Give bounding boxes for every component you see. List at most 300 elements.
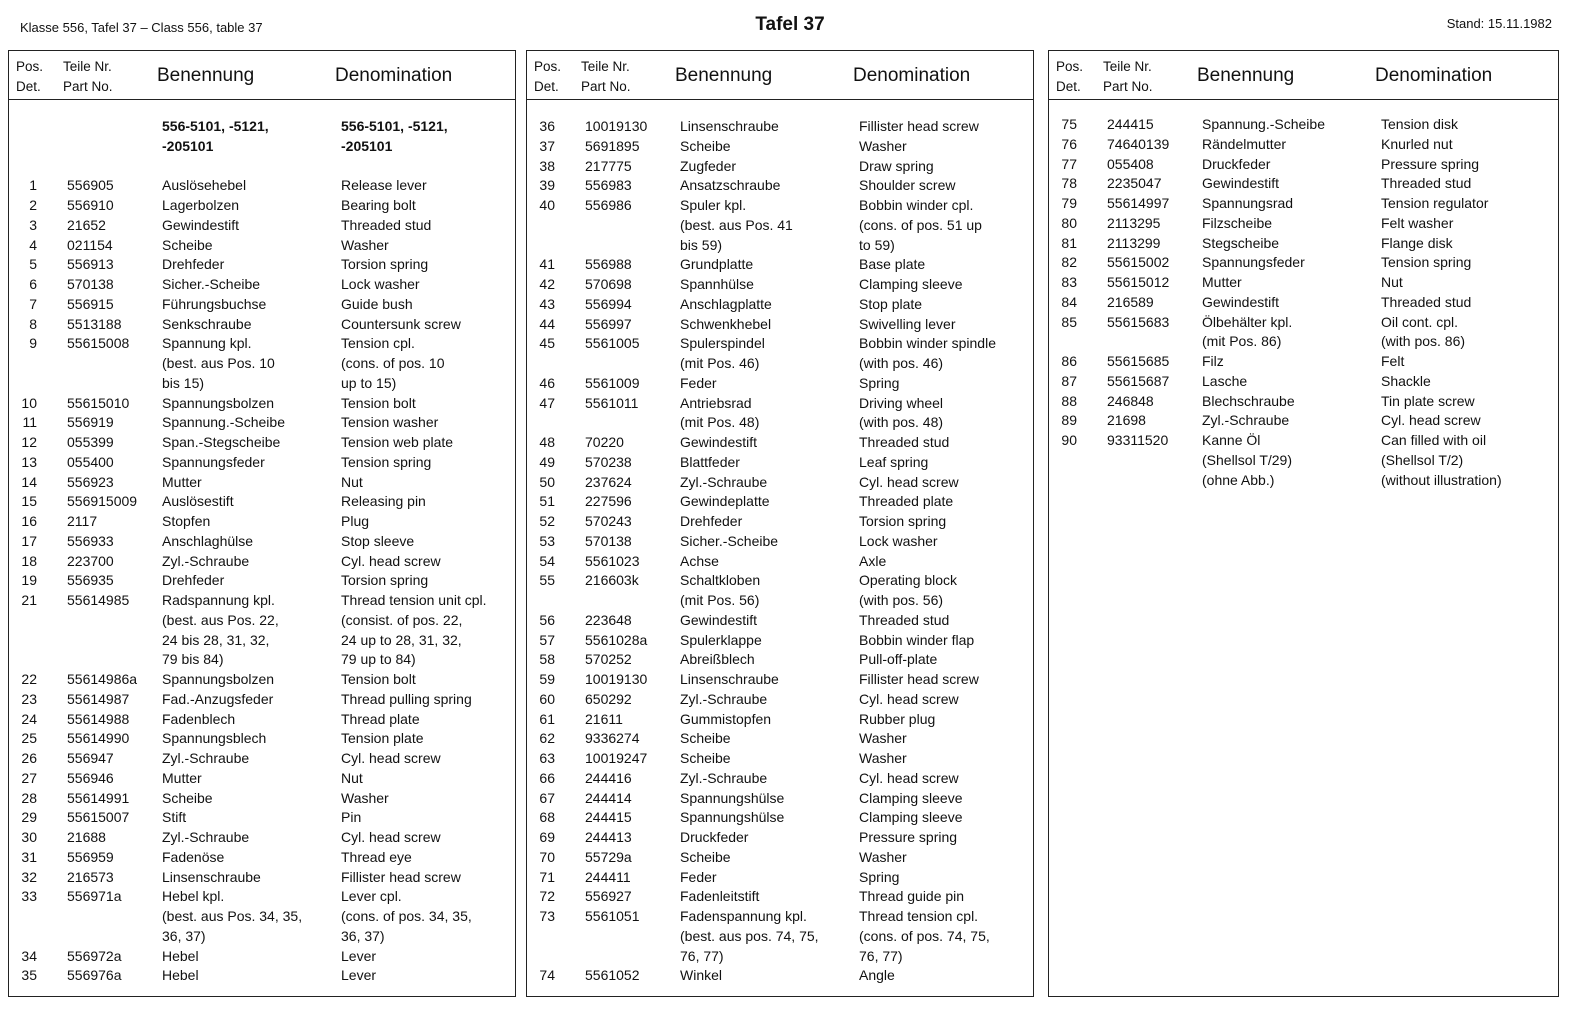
denomination-cell: Washer — [341, 236, 389, 253]
denomination-cell: Tension web plate — [341, 434, 454, 450]
denomination-cell: Lock washer — [341, 276, 420, 292]
benennung-cell: Zyl.-Schraube — [1202, 412, 1290, 429]
pos-cell: 40 — [539, 197, 555, 213]
denomination-cell: (with pos. 46) — [859, 355, 944, 371]
table-row — [9, 571, 515, 591]
part-no-cell: 246848 — [1107, 392, 1154, 409]
denomination-cell: Threaded stud — [859, 611, 950, 628]
part-no-cell: 556927 — [585, 888, 632, 905]
table-row — [527, 769, 1033, 789]
benennung-cell: Rändelmutter — [1202, 135, 1287, 152]
denomination-cell: Thread tension unit cpl. — [341, 592, 487, 608]
table-row — [9, 176, 515, 196]
pos-cell: 22 — [21, 671, 37, 687]
part-header — [581, 57, 631, 97]
table-row — [1049, 155, 1558, 175]
part-no-cell: 556913 — [67, 256, 114, 273]
table-row — [9, 947, 515, 967]
benennung-cell: Grundplatte — [680, 256, 754, 273]
benennung-cell: Zugfeder — [680, 157, 737, 174]
benennung-cell: Scheibe — [680, 750, 731, 766]
part-no-cell: 55615002 — [1107, 254, 1170, 271]
denomination-cell: Spring — [859, 868, 900, 885]
table-row — [527, 552, 1033, 572]
pos-cell: 10 — [21, 394, 37, 411]
pos-cell: 62 — [539, 730, 555, 747]
table-row — [9, 670, 515, 690]
benennung-cell: Lasche — [1202, 372, 1248, 389]
benennung-cell: 79 bis 84) — [162, 651, 224, 668]
denomination-cell: Washer — [859, 730, 907, 747]
benennung-cell: (best. aus pos. 74, 75, — [680, 927, 819, 944]
benennung-cell: Feder — [680, 868, 717, 885]
denomination-cell: Clamping sleeve — [859, 809, 963, 826]
part-no-cell: 55615008 — [67, 335, 130, 352]
benennung-cell: -205101 — [162, 137, 214, 154]
benennung-cell: Auslösehebel — [162, 177, 247, 194]
benennung-cell: 24 bis 28, 31, 32, — [162, 631, 270, 648]
benennung-cell: Zyl.-Schraube — [162, 552, 250, 569]
table-header — [9, 51, 515, 100]
pos-cell: 57 — [539, 631, 555, 648]
denomination-cell: Swivelling lever — [859, 315, 956, 332]
table-row — [527, 117, 1033, 137]
table-row — [9, 453, 515, 473]
denomination-cell: Plug — [341, 513, 370, 529]
pos-cell: 88 — [1061, 392, 1077, 409]
denomination-cell: Knurled nut — [1381, 135, 1453, 152]
denomination-cell: Pressure spring — [859, 829, 958, 845]
benennung-cell: Hebel kpl. — [162, 888, 225, 905]
benennung-cell: Sicher.-Scheibe — [162, 276, 261, 292]
part-no-cell: 2117 — [67, 513, 98, 529]
table-row — [1049, 273, 1558, 293]
pos-cell: 41 — [539, 256, 555, 273]
table-row — [1049, 313, 1558, 333]
table-row — [527, 176, 1033, 196]
date-label: Stand: 15.11.1982 — [1446, 16, 1552, 31]
part-no-cell: 10019130 — [585, 118, 648, 134]
pos-cell: 24 — [21, 710, 37, 727]
table-row — [527, 295, 1033, 315]
denomination-cell: Base plate — [859, 256, 926, 273]
part-no-cell: 227596 — [585, 493, 632, 510]
benennung-cell: Drehfeder — [162, 256, 225, 273]
table-row — [527, 374, 1033, 394]
benennung-cell: Spannungshülse — [680, 809, 785, 826]
part-no-cell: 2113295 — [1107, 214, 1161, 231]
table-row — [9, 631, 515, 651]
part-no-cell: 10019247 — [585, 750, 648, 766]
table-row — [527, 236, 1033, 256]
benennung-cell: Antriebsrad — [680, 394, 752, 411]
pos-cell: 71 — [539, 868, 555, 885]
benennung-cell: Führungsbuchse — [162, 295, 267, 312]
benennung-cell: Linsenschraube — [162, 868, 261, 885]
denomination-cell: Torsion spring — [341, 256, 429, 273]
pos-cell: 49 — [539, 453, 555, 470]
det-label: Det. — [534, 79, 559, 94]
table-row — [1049, 471, 1558, 491]
table-row — [1049, 135, 1558, 155]
part-no-cell: 55614991 — [67, 789, 130, 806]
denomination-cell: -205101 — [341, 137, 393, 154]
table-row — [9, 295, 515, 315]
part-no-cell: 244416 — [585, 769, 632, 786]
pos-cell: 36 — [539, 118, 555, 134]
table-row — [9, 117, 515, 137]
pos-cell: 59 — [539, 671, 555, 687]
denomination-cell: Cyl. head screw — [859, 690, 959, 707]
benennung-cell: Gewindestift — [680, 434, 758, 450]
table-row — [527, 729, 1033, 749]
benennung-cell: Mutter — [1202, 274, 1242, 290]
benennung-header: Benennung — [1197, 65, 1295, 86]
denomination-cell: Shackle — [1381, 372, 1431, 389]
denomination-cell: Thread eye — [341, 848, 412, 865]
benennung-cell: Druckfeder — [1202, 155, 1271, 172]
part-no-cell: 244415 — [1107, 116, 1154, 132]
benennung-cell: Gewindestift — [1202, 293, 1280, 310]
table-body — [1049, 115, 1558, 490]
part-no-cell: 556935 — [67, 572, 114, 589]
table-header — [1049, 51, 1558, 100]
table-row — [9, 413, 515, 433]
part-no-cell: 055399 — [67, 434, 114, 450]
part-no-cell: 244414 — [585, 789, 632, 806]
denomination-cell: Threaded stud — [859, 434, 950, 450]
part-no-cell: 5561052 — [585, 967, 640, 984]
benennung-cell: Spannungsbolzen — [162, 671, 275, 687]
part-no-cell: 55615685 — [1107, 353, 1170, 369]
denomination-header: Denomination — [853, 65, 971, 86]
table-row — [1049, 372, 1558, 392]
pos-cell: 4 — [29, 236, 37, 253]
denomination-cell: Bobbin winder spindle — [859, 335, 996, 352]
pos-cell: 82 — [1061, 254, 1077, 271]
part-no-cell: 5513188 — [67, 315, 122, 332]
benennung-cell: (mit Pos. 86) — [1202, 333, 1282, 350]
pos-header — [16, 57, 43, 97]
part-no-cell: 55614985 — [67, 592, 130, 608]
part-no-cell: 556994 — [585, 295, 632, 312]
pos-cell: 75 — [1061, 116, 1077, 132]
part-no-cell: 055408 — [1107, 155, 1154, 172]
table-row — [9, 591, 515, 611]
benennung-cell: Gewindeplatte — [680, 493, 770, 510]
denomination-cell: 76, 77) — [859, 947, 903, 964]
benennung-cell: 76, 77) — [680, 947, 724, 964]
part-no-cell: 556919 — [67, 414, 114, 431]
part-header — [63, 57, 113, 97]
part-no-cell: 570238 — [585, 453, 632, 470]
table-row — [9, 512, 515, 532]
benennung-cell: Ansatzschraube — [680, 177, 781, 194]
table-row — [527, 868, 1033, 888]
pos-cell: 11 — [22, 414, 37, 431]
denomination-cell: Fillister head screw — [859, 671, 979, 687]
benennung-cell: Blechschraube — [1202, 392, 1295, 409]
benennung-cell: Spannungsblech — [162, 730, 267, 747]
pos-cell: 51 — [539, 493, 555, 510]
table-row — [527, 157, 1033, 177]
benennung-cell: Stopfen — [162, 513, 211, 529]
pos-cell: 56 — [539, 611, 555, 628]
table-row — [9, 196, 515, 216]
denomination-cell: Flange disk — [1381, 234, 1453, 251]
part-no-cell: 216589 — [1107, 293, 1154, 310]
denomination-cell: (cons. of pos. 10 — [341, 355, 445, 371]
denomination-header: Denomination — [335, 65, 453, 86]
table-row — [9, 137, 515, 157]
pos-cell: 74 — [539, 967, 555, 984]
denomination-cell: Tension spring — [1381, 254, 1472, 271]
pos-cell: 90 — [1061, 432, 1077, 448]
benennung-cell: (best. aus Pos. 41 — [680, 216, 793, 233]
benennung-cell: Spannung.-Scheibe — [1202, 116, 1325, 132]
denomination-cell: Angle — [859, 967, 895, 984]
benennung-cell: Gewindestift — [1202, 175, 1280, 192]
denomination-cell: Nut — [341, 473, 363, 490]
table-row — [527, 216, 1033, 236]
benennung-cell: Gummistopfen — [680, 710, 772, 727]
denomination-cell: Lever — [341, 947, 377, 964]
pos-cell: 18 — [21, 552, 37, 569]
denomination-cell: Tension cpl. — [341, 335, 415, 352]
denomination-cell: Rubber plug — [859, 710, 936, 727]
benennung-cell: Spannungsfeder — [162, 453, 265, 470]
pos-cell: 81 — [1061, 234, 1077, 251]
pos-cell: 38 — [539, 157, 555, 174]
pos-cell: 86 — [1061, 353, 1077, 369]
teile-label: Teile Nr. — [63, 59, 112, 74]
denomination-cell: Fillister head screw — [341, 868, 461, 885]
denomination-cell: Release lever — [341, 177, 427, 194]
table-row — [9, 808, 515, 828]
denomination-cell: Clamping sleeve — [859, 789, 963, 806]
denomination-cell: Lever cpl. — [341, 888, 402, 905]
denomination-cell: Clamping sleeve — [859, 276, 963, 292]
pos-cell: 37 — [539, 137, 555, 154]
benennung-cell: Scheibe — [680, 730, 731, 747]
part-no-cell: 556923 — [67, 473, 114, 490]
pos-cell: 30 — [21, 829, 37, 845]
denomination-cell: Washer — [859, 750, 907, 766]
part-no-cell: 556915 — [67, 295, 114, 312]
denomination-cell: (cons. of pos. 34, 35, — [341, 908, 472, 924]
part-no-cell: 650292 — [585, 690, 632, 707]
table-row — [527, 650, 1033, 670]
table-row — [527, 907, 1033, 927]
pos-cell: 76 — [1061, 135, 1077, 152]
table-row — [527, 137, 1033, 157]
teile-label: Teile Nr. — [1103, 59, 1152, 74]
denomination-cell: (with pos. 48) — [859, 414, 944, 431]
table-row — [527, 887, 1033, 907]
benennung-cell: Ölbehälter kpl. — [1202, 313, 1293, 330]
denomination-cell: (without illustration) — [1381, 471, 1502, 488]
table-row — [527, 532, 1033, 552]
table-row — [9, 216, 515, 236]
benennung-cell: Drehfeder — [680, 513, 743, 529]
part-no-cell: 55614990 — [67, 730, 130, 747]
part-no-cell: 570243 — [585, 513, 632, 529]
pos-cell: 85 — [1061, 313, 1077, 330]
denomination-cell: (cons. of pos. 51 up — [859, 216, 982, 233]
denomination-cell: Threaded stud — [1381, 293, 1472, 310]
denomination-cell: Stop sleeve — [341, 532, 415, 549]
pos-cell: 44 — [539, 315, 555, 332]
benennung-cell: Abreißblech — [680, 651, 755, 668]
part-no-cell: 217775 — [585, 157, 632, 174]
pos-cell: 63 — [539, 750, 555, 766]
benennung-cell: Fadenöse — [162, 848, 225, 865]
pos-cell: 6 — [29, 276, 37, 292]
part-no-cell: 55614988 — [67, 710, 130, 727]
pos-cell: 5 — [29, 256, 37, 273]
denomination-cell: Tension bolt — [341, 394, 416, 411]
benennung-cell: Auslösestift — [162, 493, 234, 510]
table-row — [527, 828, 1033, 848]
teile-label: Teile Nr. — [581, 59, 630, 74]
parts-table-1 — [8, 50, 516, 997]
benennung-cell: Zyl.-Schraube — [680, 473, 768, 490]
table-row — [9, 927, 515, 947]
benennung-cell: Spannungsfeder — [1202, 254, 1305, 271]
part-no-cell: 570138 — [585, 532, 632, 549]
benennung-cell: (best. aus Pos. 34, 35, — [162, 908, 303, 924]
denomination-cell: Bobbin winder cpl. — [859, 197, 974, 213]
table-row — [527, 275, 1033, 295]
table-row — [9, 868, 515, 888]
benennung-cell: Spannungsbolzen — [162, 394, 275, 411]
benennung-cell: Spannungsrad — [1202, 195, 1294, 211]
table-row — [9, 255, 515, 275]
denomination-cell: Tension regulator — [1381, 195, 1489, 211]
part-no-cell: 556986 — [585, 197, 632, 213]
table-row — [527, 453, 1033, 473]
part-no-cell: 5561023 — [585, 552, 640, 569]
pos-cell: 79 — [1061, 195, 1077, 211]
denomination-cell: Tension washer — [341, 414, 439, 431]
denomination-cell: Cyl. head screw — [341, 552, 441, 569]
part-no-cell: 21688 — [67, 829, 106, 845]
table-row — [9, 769, 515, 789]
table-row — [527, 354, 1033, 374]
benennung-cell: Fadenspannung kpl. — [680, 908, 807, 924]
table-row — [9, 532, 515, 552]
table-row — [1049, 411, 1558, 431]
benennung-cell: Zyl.-Schraube — [162, 829, 250, 845]
benennung-cell: bis 59) — [680, 236, 723, 253]
pos-cell: 87 — [1061, 372, 1077, 389]
table-row — [9, 374, 515, 394]
denomination-cell: Bearing bolt — [341, 197, 416, 213]
benennung-cell: Zyl.-Schraube — [680, 769, 768, 786]
part-no-cell: 055400 — [67, 453, 114, 470]
denomination-cell: Cyl. head screw — [341, 750, 441, 766]
benennung-cell: (mit Pos. 48) — [680, 414, 760, 431]
part-no-cell: 5561009 — [585, 374, 640, 391]
table-row — [527, 670, 1033, 690]
benennung-cell: Fad.-Anzugsfeder — [162, 690, 274, 707]
part-no-cell: 223700 — [67, 552, 114, 569]
benennung-cell: Achse — [680, 552, 719, 569]
part-no-cell: 556983 — [585, 177, 632, 194]
part-no-label: Part No. — [1103, 79, 1153, 94]
benennung-cell: Scheibe — [162, 236, 213, 253]
denomination-cell: Draw spring — [859, 157, 934, 174]
part-no-cell: 570698 — [585, 276, 632, 292]
pos-cell: 23 — [21, 690, 37, 707]
table-row — [527, 315, 1033, 335]
benennung-cell: Fadenblech — [162, 710, 236, 727]
table-row — [9, 334, 515, 354]
benennung-cell: Hebel — [162, 947, 199, 964]
benennung-cell: Gewindestift — [680, 611, 758, 628]
pos-cell: 39 — [539, 177, 555, 194]
denomination-cell: (with pos. 86) — [1381, 333, 1466, 350]
part-no-cell: 556959 — [67, 848, 114, 865]
benennung-cell: Blattfeder — [680, 453, 740, 470]
benennung-cell: bis 15) — [162, 374, 205, 391]
pos-cell: 34 — [21, 947, 37, 964]
denomination-cell: Oil cont. cpl. — [1381, 313, 1459, 330]
denomination-cell: Fillister head screw — [859, 118, 979, 134]
benennung-cell: Hebel — [162, 967, 199, 984]
table-body — [9, 117, 515, 986]
part-no-cell: 21698 — [1107, 412, 1146, 429]
table-row — [9, 473, 515, 493]
table-row — [1049, 293, 1558, 313]
part-no-cell: 237624 — [585, 473, 632, 490]
parts-table-2 — [526, 50, 1034, 997]
pos-cell: 13 — [21, 453, 37, 470]
part-no-cell: 556988 — [585, 256, 632, 273]
table-row — [527, 710, 1033, 730]
part-no-cell: 244415 — [585, 809, 632, 826]
denomination-cell: Guide bush — [341, 295, 413, 312]
benennung-cell: Spannhülse — [680, 276, 754, 292]
part-no-cell: 556947 — [67, 750, 114, 766]
table-row — [1049, 451, 1558, 471]
benennung-header: Benennung — [157, 65, 255, 86]
table-row — [527, 334, 1033, 354]
benennung-cell: (mit Pos. 46) — [680, 355, 760, 371]
part-no-cell: 556976a — [67, 967, 122, 984]
part-no-cell: 10019130 — [585, 671, 648, 687]
denomination-cell: (with pos. 56) — [859, 592, 944, 608]
pos-cell: 84 — [1061, 293, 1077, 310]
benennung-cell: Linsenschraube — [680, 118, 779, 134]
denomination-cell: Leaf spring — [859, 453, 929, 470]
table-row — [527, 196, 1033, 216]
table-row — [527, 512, 1033, 532]
benennung-cell: (best. aus Pos. 10 — [162, 355, 275, 371]
part-no-cell: 70220 — [585, 434, 624, 450]
denomination-cell: Releasing pin — [341, 493, 426, 510]
denomination-cell: Nut — [1381, 274, 1403, 290]
denomination-cell: Stop plate — [859, 295, 923, 312]
pos-cell: 89 — [1061, 412, 1077, 429]
benennung-cell: Sicher.-Scheibe — [680, 532, 779, 549]
pos-label: Pos. — [534, 59, 562, 74]
denomination-cell: Spring — [859, 374, 900, 391]
denomination-cell: to 59) — [859, 236, 895, 253]
denomination-cell: Cyl. head screw — [1381, 412, 1481, 429]
pos-cell: 16 — [21, 513, 37, 529]
table-row — [527, 413, 1033, 433]
